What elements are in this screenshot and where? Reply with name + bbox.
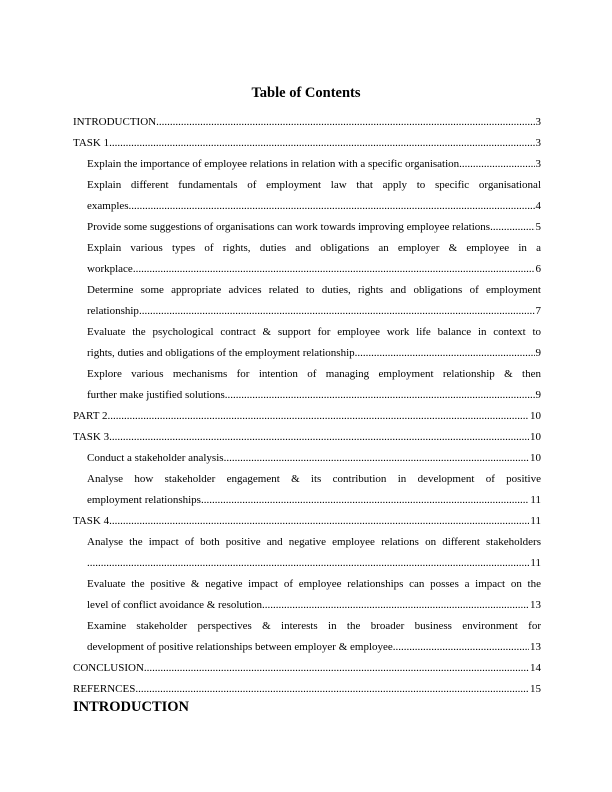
toc-page-number: 11 (530, 515, 541, 527)
toc-entry-wrap-text: Examine stakeholder perspectives & interests in the broader business environment for (87, 620, 541, 632)
toc-entry-label: Explain the importance of employee relations in relation with a specific organisation (87, 158, 460, 170)
toc-leader-dots (156, 112, 534, 133)
toc-entry-wrap-text: Explore various mechanisms for intention of managing employment relationship & then (87, 368, 541, 380)
toc-entry-label: examples (87, 200, 129, 212)
toc-entry-label: INTRODUCTION (73, 116, 157, 128)
toc-page-number: 10 (530, 431, 541, 443)
toc-leader-dots (109, 133, 534, 154)
toc-leader-dots (144, 658, 529, 679)
toc-leader-dots (201, 490, 529, 511)
toc-entry-employment-law-fundamentals[interactable] (73, 175, 541, 217)
toc-entry-wrap-text: Analyse how stakeholder engagement & its contribution in development of positive (87, 473, 541, 485)
toc-leader-dots (262, 595, 529, 616)
toc-leader-dots (139, 301, 535, 322)
toc-page-number: 3 (535, 137, 541, 149)
toc-entry-conclusion[interactable] (73, 658, 541, 679)
toc-leader-dots (135, 679, 529, 700)
toc-leader-dots (459, 154, 534, 175)
toc-page-number: 9 (535, 347, 541, 359)
introduction-heading: INTRODUCTION (73, 699, 190, 715)
toc-title: Table of Contents (251, 85, 361, 101)
toc-leader-dots (129, 196, 535, 217)
toc-entry-task-3[interactable] (73, 427, 541, 448)
toc-entry-label: Provide some suggestions of organisations can work towards improving employee relations (87, 221, 491, 233)
toc-page-number: 15 (530, 683, 541, 695)
toc-entry-label: TASK 4 (73, 515, 110, 527)
toc-entry-managing-mechanisms[interactable] (73, 364, 541, 406)
toc-entry-label: CONCLUSION (73, 662, 144, 674)
toc-page-number: 6 (535, 263, 541, 275)
toc-entry-stakeholder-analysis[interactable] (73, 448, 541, 469)
toc-entry-part-2[interactable] (73, 406, 541, 427)
toc-entry-references[interactable] (73, 679, 541, 700)
toc-entry-wrap-text: Analyse the impact of both positive and negative employee relations on different stakeholders (87, 536, 541, 548)
toc-entry-impact-employee-relations[interactable] (73, 532, 541, 574)
toc-page-number: 5 (535, 221, 541, 233)
toc-entry-rights-duties-types[interactable] (73, 238, 541, 280)
toc-page-number: 3 (535, 158, 541, 170)
toc-entry-conflict-avoidance[interactable] (73, 574, 541, 616)
toc-entry-improving-relations-suggestions[interactable] (73, 217, 541, 238)
toc-leader-dots (87, 553, 529, 574)
toc-entry-introduction[interactable] (73, 112, 541, 133)
toc-leader-dots (225, 385, 535, 406)
toc-leader-dots (133, 259, 535, 280)
toc-leader-dots (109, 511, 529, 532)
toc-entry-label: development of positive relationships between employer & employee (87, 641, 393, 653)
toc-entry-label: level of conflict avoidance & resolution (87, 599, 263, 611)
toc-page-number: 9 (535, 389, 541, 401)
toc-page-number: 10 (530, 452, 541, 464)
toc-page-number: 14 (530, 662, 541, 674)
toc-entry-task-4[interactable] (73, 511, 541, 532)
toc-entry-wrap-text: Explain different fundamentals of employment law that apply to specific organisational (87, 179, 541, 191)
table-of-contents (73, 112, 541, 700)
toc-page-number: 11 (530, 557, 541, 569)
toc-entry-employee-relations-importance[interactable] (73, 154, 541, 175)
toc-page-number: 10 (530, 410, 541, 422)
toc-entry-label: TASK 1 (73, 137, 110, 149)
toc-leader-dots (355, 343, 535, 364)
toc-entry-wrap-text: Explain various types of rights, duties and obligations an employer & employee in a (87, 242, 541, 254)
toc-entry-label: further make justified solutions (87, 389, 225, 401)
toc-entry-task-1[interactable] (73, 133, 541, 154)
toc-page-number: 13 (530, 599, 541, 611)
toc-entry-stakeholder-engagement[interactable] (73, 469, 541, 511)
toc-page-number: 13 (530, 641, 541, 653)
toc-entry-appropriate-advices[interactable] (73, 280, 541, 322)
toc-page-number: 3 (535, 116, 541, 128)
toc-entry-wrap-text: Evaluate the psychological contract & support for employee work life balance in context to (87, 326, 541, 338)
toc-entry-wrap-text: Determine some appropriate advices related to duties, rights and obligations of employment (87, 284, 541, 296)
toc-entry-label: rights, duties and obligations of the employment relationship (87, 347, 355, 359)
toc-entry-label: REFERNCES (73, 683, 136, 695)
toc-entry-label: PART 2 (73, 410, 108, 422)
toc-leader-dots (393, 637, 529, 658)
toc-page-number: 11 (530, 494, 541, 506)
toc-leader-dots (224, 448, 529, 469)
toc-entry-label: workplace (87, 263, 133, 275)
toc-entry-label: employment relationships (87, 494, 201, 506)
toc-entry-wrap-text: Evaluate the positive & negative impact of employee relationships can posses a impact on the (87, 578, 541, 590)
toc-page-number: 4 (535, 200, 541, 212)
toc-leader-dots (108, 406, 530, 427)
toc-leader-dots (490, 217, 534, 238)
toc-entry-label: TASK 3 (73, 431, 110, 443)
toc-entry-stakeholder-perspectives[interactable] (73, 616, 541, 658)
toc-leader-dots (109, 427, 529, 448)
toc-entry-label: relationship (87, 305, 139, 317)
toc-entry-psychological-contract[interactable] (73, 322, 541, 364)
toc-page-number: 7 (535, 305, 541, 317)
toc-entry-label: Conduct a stakeholder analysis (87, 452, 224, 464)
